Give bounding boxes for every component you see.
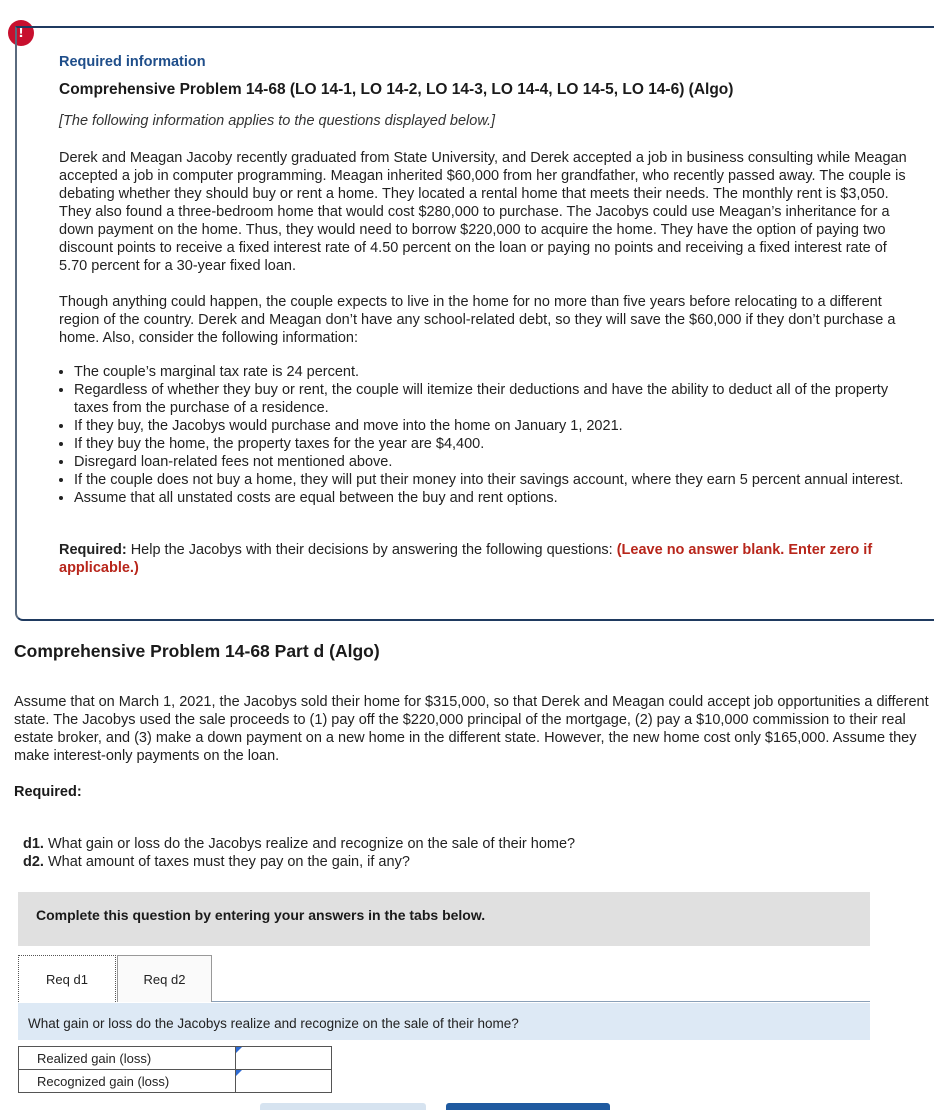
- recognized-gain-input[interactable]: [236, 1070, 331, 1092]
- assumption-item: • If they buy, the Jacobys would purchase and move into the home on January 1, 2021.: [74, 417, 914, 435]
- required-label: Required:: [59, 542, 127, 558]
- prev-button[interactable]: [260, 1103, 426, 1110]
- tab-req-d2[interactable]: Req d2: [117, 955, 212, 1002]
- input-marker-icon: [236, 1070, 242, 1076]
- assumption-item: • If the couple does not buy a home, they will put their money into their savings account, where they earn 5 percent annual interest.: [74, 471, 914, 489]
- tab-question-bar: What gain or loss do the Jacobys realize and recognize on the sale of their home?: [18, 1003, 870, 1040]
- question-list: [23, 835, 575, 871]
- question-id: d2.: [23, 854, 44, 870]
- alert-icon: !: [8, 20, 34, 46]
- input-marker-icon: [236, 1047, 242, 1053]
- table-row: [19, 1047, 332, 1070]
- part-title: Comprehensive Problem 14-68 Part d (Algo): [14, 641, 380, 661]
- next-button[interactable]: [446, 1103, 610, 1110]
- part-paragraph: Assume that on March 1, 2021, the Jacobys sold their home for $315,000, so that Derek and Meagan could accept job opportunities a different state. The Jacobys used the sale proceeds to (1) pay off the $220,000 principal of the mortgage, (2) pay a $10,000 commission to their real estate broker, and (3) make a down payment on a new home in the different state. However, the new home cost only $165,000. Assume they make interest-only payments on the loan.: [14, 694, 929, 764]
- question-text: What amount of taxes must they pay on the gain, if any?: [43, 854, 410, 870]
- scenario-paragraph-1: Derek and Meagan Jacoby recently graduated from State University, and Derek accepted a job in business consulting while Meagan accepted a job in computer programming. Meagan inherited $60,000 from her grandfather, who recently passed away. The couple is debating whether they should buy or rent a home. They located a rental home that meets their needs. The monthly rent is $3,050. They also found a three-bedroom home that would cost $280,000 to purchase. The Jacobys could use Meagan’s inheritance for a down payment on the home. Thus, they would need to borrow $220,000 to acquire the home. They have the option of paying two discount points to receive a fixed interest rate of 4.50 percent on the loan or paying no points and receiving a fixed interest rate of 5.70 percent for a 30-year fixed loan.: [59, 150, 907, 274]
- question-item: [23, 853, 575, 871]
- assumption-item: • The couple’s marginal tax rate is 24 percent.: [74, 363, 914, 381]
- question-text: What gain or loss do the Jacobys realize and recognize on the sale of their home?: [43, 836, 576, 852]
- assumption-item: • Regardless of whether they buy or rent, the couple will itemize their deductions and have the ability to deduct all of the property taxes from the purchase of a residence.: [74, 381, 914, 417]
- tab-req-d1[interactable]: Req d1: [18, 955, 116, 1002]
- answer-cell: [236, 1070, 332, 1093]
- assumption-item: • Assume that all unstated costs are equal between the buy and rent options.: [74, 489, 914, 507]
- scenario-paragraph-2: Though anything could happen, the couple expects to live in the home for no more than five years before relocating to a different region of the country. Derek and Meagan don’t have any school-related debt, so they will save the $60,000 if they don’t purchase a home. Also, consider the following information:: [59, 294, 896, 346]
- applies-note: [The following information applies to the questions displayed below.]: [59, 113, 496, 129]
- question-id: d1.: [23, 836, 44, 852]
- required-instructions: [59, 541, 909, 577]
- row-label: Realized gain (loss): [19, 1047, 236, 1070]
- assumption-item: • If they buy the home, the property taxes for the year are $4,400.: [74, 435, 914, 453]
- required-note: (Leave no answer blank. Enter zero if applicable.): [59, 542, 873, 576]
- problem-title: Comprehensive Problem 14-68 (LO 14-1, LO 14-2, LO 14-3, LO 14-4, LO 14-5, LO 14-6) (Algo): [59, 81, 734, 98]
- part-required-label: Required:: [14, 784, 82, 800]
- row-label: Recognized gain (loss): [19, 1070, 236, 1093]
- required-information-panel: [15, 26, 934, 621]
- complete-instruction-banner: Complete this question by entering your answers in the tabs below.: [18, 892, 870, 946]
- assumption-item: • Disregard loan-related fees not mentioned above.: [74, 453, 914, 471]
- required-text: Help the Jacobys with their decisions by answering the following questions:: [126, 542, 617, 558]
- required-information-heading: Required information: [59, 54, 206, 70]
- answer-cell: [236, 1047, 332, 1070]
- question-item: [23, 835, 575, 853]
- assumptions-list: [59, 363, 914, 507]
- realized-gain-input[interactable]: [236, 1047, 331, 1069]
- table-row: [19, 1070, 332, 1093]
- answer-table: [18, 1046, 332, 1093]
- tab-divider: [212, 1001, 870, 1002]
